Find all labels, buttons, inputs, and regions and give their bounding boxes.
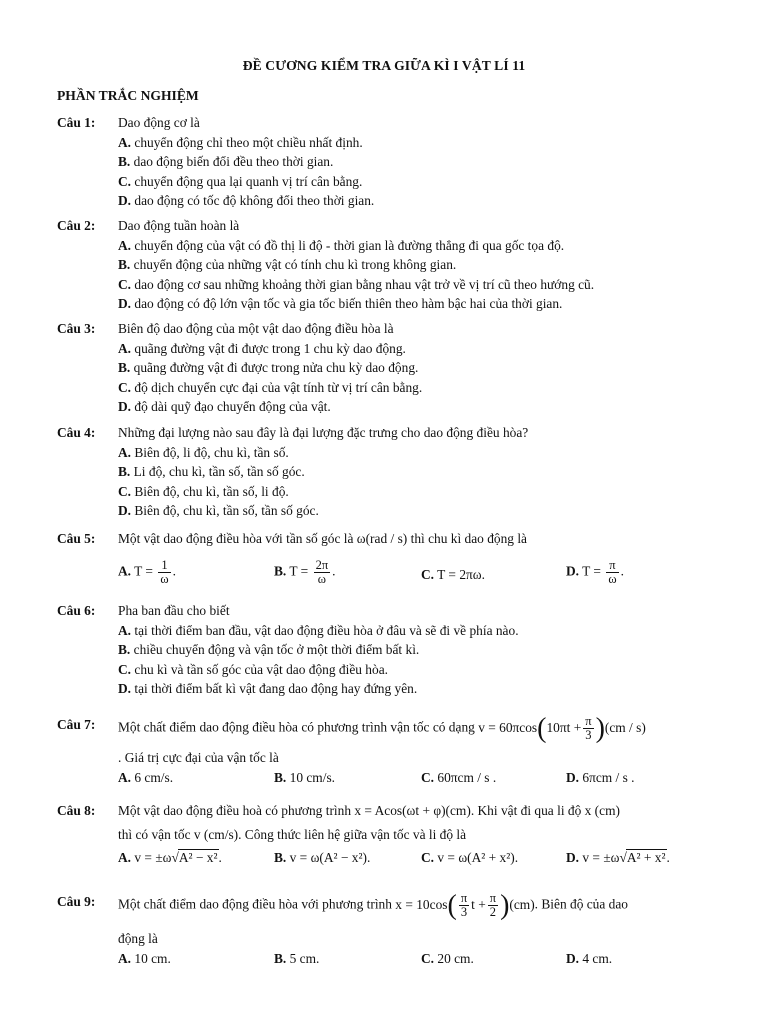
option-c[interactable]: C. T = 2πω.: [421, 566, 485, 582]
option-c[interactable]: C. độ dịch chuyển cực đại của vật tính từ vị trí cân bằng.: [118, 379, 423, 395]
question-5: [57, 529, 727, 585]
option-a[interactable]: A. chuyển động chỉ theo một chiều nhất định.: [118, 134, 363, 150]
option-a[interactable]: A. tại thời điểm ban đầu, vật dao động điều hòa ở đâu và sẽ đi về phía nào.: [118, 622, 519, 638]
option-b[interactable]: B. 5 cm.: [274, 950, 320, 966]
question-1: [57, 113, 727, 211]
option-c[interactable]: C. v = ω(A² + x²).: [421, 850, 519, 865]
option-a[interactable]: A. quãng đường vật đi được trong 1 chu kỳ dao động.: [118, 340, 406, 356]
question-stem: Một vật dao động điều hòa với tần số góc là ω(rad / s) thì chu kì dao động là: [118, 531, 528, 546]
option-b[interactable]: B. chiều chuyển động và vận tốc ở một thời điểm bất kì.: [118, 642, 420, 657]
question-number: Câu 9:: [57, 894, 96, 909]
option-c[interactable]: C. chuyển động qua lại quanh vị trí cân bằng.: [118, 173, 363, 189]
question-number: Câu 2:: [57, 218, 96, 233]
option-c[interactable]: C. 20 cm.: [421, 950, 474, 966]
question-9: [57, 889, 727, 969]
question-stem: Dao động tuần hoàn là: [118, 218, 240, 233]
question-number: Câu 8:: [57, 803, 96, 818]
option-d[interactable]: D. Biên độ, chu kì, tần số, tần số góc.: [118, 503, 319, 518]
section-heading: PHẦN TRẮC NGHIỆM: [57, 88, 199, 103]
option-b[interactable]: B. 10 cm/s.: [274, 769, 336, 785]
option-b[interactable]: B. T = $\frac{2\pi}{\omega}$ .: [274, 557, 336, 586]
option-d[interactable]: D. 6πcm / s .: [566, 769, 635, 785]
question-stem: Pha ban đầu cho biết: [118, 603, 230, 618]
question-number: Câu 1:: [57, 115, 96, 130]
option-d[interactable]: D. độ dài quỹ đạo chuyển động của vật.: [118, 399, 331, 414]
option-c[interactable]: C. chu kì và tần số góc của vật dao động điều hòa.: [118, 661, 388, 677]
option-c[interactable]: C. Biên độ, chu kì, tần số, li độ.: [118, 483, 289, 499]
option-d[interactable]: D. v = ±ω√A² + x².: [566, 850, 670, 865]
question-number: Câu 7:: [57, 717, 96, 732]
option-b[interactable]: B. dao động biến đổi đều theo thời gian.: [118, 154, 334, 169]
question-stem: Biên độ dao động của một vật dao động điều hòa là: [118, 321, 394, 336]
question-stem: Dao động cơ là: [118, 115, 200, 130]
question-6: [57, 601, 727, 699]
question-stem-continued: động là: [118, 931, 158, 946]
option-a[interactable]: A. T = $\frac{1}{\omega}$ .: [118, 557, 176, 586]
question-stem-continued: thì có vận tốc v (cm/s). Công thức liên hệ giữa vận tốc và li độ là: [118, 826, 467, 842]
document-title: ĐỀ CƯƠNG KIỂM TRA GIỮA KÌ I VẬT LÍ 11: [242, 58, 526, 73]
question-number: Câu 4:: [57, 425, 96, 440]
question-stem: Những đại lượng nào sau đây là đại lượng đặc trưng cho dao động điều hòa?: [118, 425, 529, 440]
option-d[interactable]: D. T = $\frac{\pi}{\omega}$ .: [566, 557, 624, 586]
option-a[interactable]: A. v = ±ω√A² − x².: [118, 850, 222, 865]
option-b[interactable]: B. Li độ, chu kì, tần số, tần số góc.: [118, 464, 305, 479]
question-number: Câu 3:: [57, 321, 96, 336]
option-d[interactable]: D. dao động có tốc độ không đổi theo thời gian.: [118, 193, 375, 208]
option-a[interactable]: A. chuyển động của vật có đồ thị li độ - thời gian là đường thẳng đi qua gốc tọa độ.: [118, 237, 565, 253]
option-b[interactable]: B. chuyển động của những vật có tính chu kì trong không gian.: [118, 257, 457, 272]
question-7: [57, 712, 727, 788]
velocity-equation: v = 60πcos(10πt + $\frac{\pi}{3}$ )(cm / s): [478, 712, 646, 744]
question-8: [57, 801, 727, 868]
option-c[interactable]: C. 60πcm / s .: [421, 769, 497, 785]
question-4: [57, 423, 727, 521]
option-d[interactable]: D. 4 cm.: [566, 950, 613, 966]
question-stem: Một chất điểm dao động điều hòa với phương trình x = 10cos( $\frac{\pi}{3}$ t + $\frac{\pi}{2}$ )(cm). Biên độ của dao: [118, 889, 629, 921]
question-number: Câu 5:: [57, 531, 96, 546]
option-a[interactable]: A. 6 cm/s.: [118, 769, 174, 785]
oscillation-equation: x = 10cos( $\frac{\pi}{3}$ t + $\frac{\pi}{2}$ )(cm): [395, 889, 535, 921]
question-stem: Một vật dao động điều hoà có phương trình x = Acos(ωt + φ)(cm). Khi vật đi qua li độ x (cm): [118, 803, 620, 818]
option-c[interactable]: C. dao động cơ sau những khoảng thời gian bằng nhau vật trở về vị trí cũ theo hướng cũ.: [118, 276, 595, 292]
option-d[interactable]: D. dao động có độ lớn vận tốc và gia tốc biến thiên theo hàm bậc hai của thời gian.: [118, 296, 563, 311]
option-d[interactable]: D. tại thời điểm bất kì vật đang dao động hay đứng yên.: [118, 681, 418, 696]
question-number: Câu 6:: [57, 603, 96, 618]
option-b[interactable]: B. v = ω(A² − x²).: [274, 850, 371, 865]
option-a[interactable]: A. 10 cm.: [118, 950, 171, 966]
omega-unit-formula: ω(rad / s): [356, 531, 408, 546]
option-a[interactable]: A. Biên độ, li độ, chu kì, tần số.: [118, 444, 289, 460]
displacement-equation: x = Acos(ωt + φ)(cm): [354, 803, 471, 818]
question-stem: Một chất điểm dao động điều hòa có phương trình vận tốc có dạng v = 60πcos(10πt + $\frac{\pi}{3}$ )(cm / s): [118, 712, 646, 744]
question-stem-continued: . Giá trị cực đại của vận tốc là: [118, 750, 279, 765]
question-2: [57, 216, 727, 314]
option-b[interactable]: B. quãng đường vật đi được trong nửa chu kỳ dao động.: [118, 360, 419, 375]
question-3: [57, 319, 727, 417]
